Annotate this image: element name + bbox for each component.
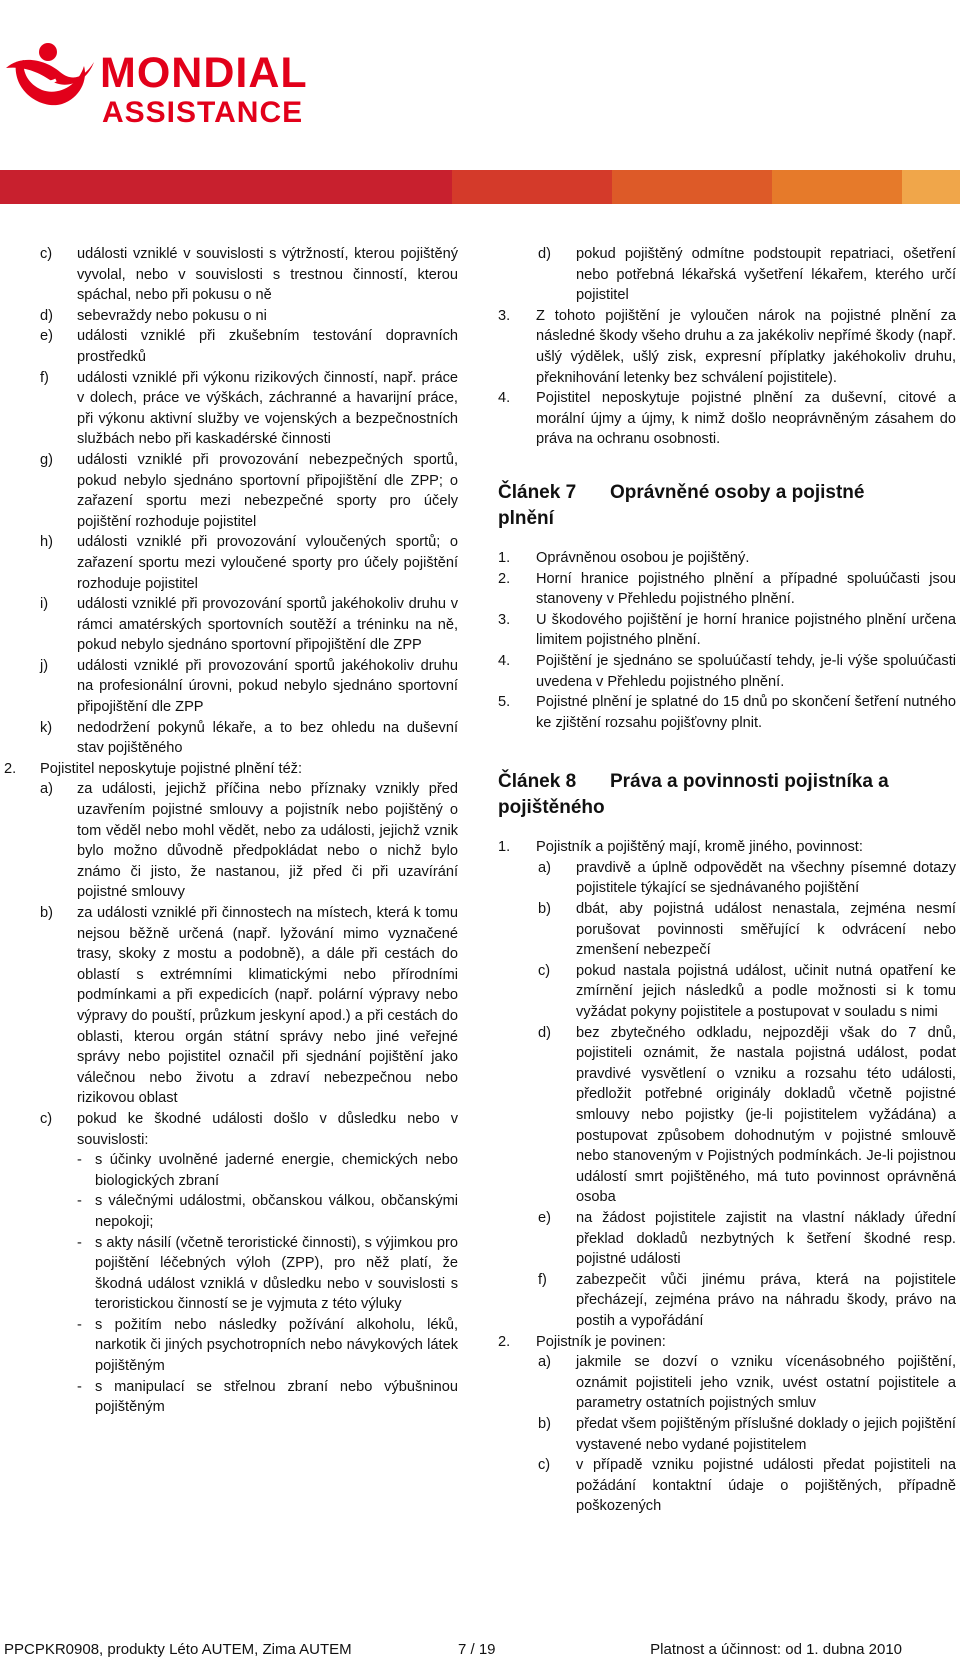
exclusion-item-label: a) — [40, 781, 53, 798]
article-7-number: Článek 7 — [498, 481, 577, 503]
article-8-subitem-text: pokud nastala pojistná událost, učinit nutná opatření ke zmírnění jejich následků a podle možnosti si k tomu vyžádat pokyny pojistitele a postupovat v souladu s nimi — [576, 962, 956, 1021]
exclusion-item-text: nedodržení pokynů lékaře, a to bez ohledu na duševní stav pojištěného — [77, 719, 458, 757]
exclusion-item-text: události vzniklé při výkonu rizikových činností, např. práce v dolech, práce ve výškách, záchranné a havarijní práce, při výkonu aktivní služby ve vojenských a bezpečnostních službách nebo při kaskadérské činnosti — [77, 369, 458, 448]
exclusions-list-2 — [40, 779, 458, 1150]
exclusion-item-label: b) — [40, 905, 53, 921]
article-8-subitem — [538, 1023, 956, 1208]
stripe-segment — [452, 170, 612, 204]
article-8-subitem-label: d) — [538, 1024, 551, 1041]
article-7-item-text: Pojistné plnění je splatné do 15 dnů po skončení šetření nutného ke zjištění rozsahu pojišťovny plnit. — [536, 694, 956, 731]
exclusion-item — [40, 532, 458, 594]
article-8-subitem — [538, 899, 956, 961]
exclusion-item — [40, 779, 458, 903]
article-8-heading — [498, 769, 956, 821]
right-top-item-label: 3. — [498, 307, 511, 324]
article-8-subitem-text: pravdivě a úplně odpovědět na všechny písemné dotazy pojistitele týkající se sjednávaného pojištění — [576, 859, 956, 897]
exclusion-item-label: k) — [40, 719, 53, 736]
exclusion-item-text: sebevraždy nebo pokusu o ni — [77, 307, 267, 324]
footer-page-number: 7 / 19 — [458, 1641, 496, 1658]
article-7-title-line1: Oprávněné osoby a pojistné — [610, 481, 865, 503]
article-7-item-label: 3. — [498, 611, 511, 628]
article-7-item — [498, 651, 956, 692]
article-8-point-1-list — [538, 858, 956, 1332]
exclusion-item-label: c) — [40, 246, 53, 262]
article-8-subitem-label: b) — [538, 1415, 551, 1432]
dash-bullet: - — [77, 1152, 82, 1169]
exclusion-item-label: i) — [40, 596, 49, 613]
exclusion-item — [40, 244, 458, 306]
dash-item — [77, 1377, 458, 1418]
article-7-item-text: Pojištění je sjednáno se spoluúčastí tehdy, je-li výše spoluúčasti uvedena v Přehledu pojistného plnění. — [536, 652, 956, 690]
article-8-subitem-label: a) — [538, 859, 551, 876]
logo-word-mondial: MONDIAL — [100, 49, 308, 97]
exclusion-item — [40, 1109, 458, 1150]
article-7-item — [498, 569, 956, 610]
article-8-subitem-text: dbát, aby pojistná událost nenastala, zejména nesmí porušovat povinnosti směřující k odvrácení nebo zmenšení nebezpečí — [576, 901, 956, 959]
exclusion-item-text: události vzniklé při zkušebním testování dopravních prostředků — [77, 328, 458, 365]
exclusion-item-text: za události vzniklé při činnostech na místech, která k tomu nejsou běžně určená (např. lyžování mimo vyznačené trasy, skoky z mostu a podobně), a dále při cestách do oblastí s extrémními klimatickými nebo přírodními podmínkami a při expedicích (např. polární výpravy nebo výpravy do pouští, průzkum jeskyní apod.) a při cestách do oblasti, kterou orgán státní správy nebo jiné veřejné správy nebo pojistitel označil při sjednání pojištění jako válečnou nebo životu a zdraví nebezpečnou nebo rizikovou oblast — [77, 905, 458, 1107]
exclusion-item-text: události vzniklé v souvislosti s výtržností, kterou pojištěný vyvolal, nebo v souvislosti s trestnou činností, kterou spáchal, nebo při pokusu o ně — [77, 246, 458, 304]
article-8-point-2-label: 2. — [498, 1333, 511, 1350]
article-8-subitem — [538, 1455, 956, 1517]
exclusion-item — [40, 718, 458, 759]
article-7-item — [498, 610, 956, 651]
article-7-item — [498, 692, 956, 733]
article-8-subitem — [538, 858, 956, 899]
article-8-subitem-text: bez zbytečného odkladu, nejpozději však do 7 dnů, pojistiteli oznámit, že nastala pojistná událost, podat pravdivé vysvětlení o vzniku a rozsahu této události, předložit potřebné originály dokladů včetně pojistné smlouvy nebo pojistky (je-li pojistitelem vyžádána) a postupovat způsobem dohodnutým v pojistné smlouvě nebo stanoveným v Pojistných podmínkách. Je-li pojistnou událostí smrt pojištěného, má tuto povinnost oprávněná osoba — [576, 1024, 956, 1206]
dash-bullet: - — [77, 1316, 82, 1333]
article-7-title-line2: plnění — [498, 507, 554, 529]
exclusion-item-label: h) — [40, 534, 53, 551]
dash-bullet: - — [77, 1193, 82, 1210]
exclusion-item-label: d) — [40, 307, 53, 324]
dash-text: s manipulací se střelnou zbraní nebo výbušninou pojištěným — [95, 1378, 458, 1416]
article-7-item-text: Horní hranice pojistného plnění a případné spoluúčasti jsou stanoveny v Přehledu pojistného plnění. — [536, 570, 956, 608]
article-7-item-label: 4. — [498, 652, 511, 669]
article-8-title-line2: pojištěného — [498, 797, 605, 819]
point-2-text: Pojistitel neposkytuje pojistné plnění též: — [40, 760, 303, 777]
right-top-item-text: Z tohoto pojištění je vyloučen nárok na pojistné plnění za následné škody všeho druhu a za jakékoliv nepřímé škody (např. ušlý výdělek, ušlý zisk, expresní příplatky jakéhokoliv druhu, překnihování letenky bez schválení pojistitele). — [536, 307, 956, 386]
point-2 — [4, 759, 458, 780]
exclusion-item — [40, 368, 458, 450]
company-logo — [0, 30, 360, 130]
exclusion-item-label: f) — [40, 369, 49, 386]
article-7-heading — [498, 480, 956, 532]
footer-validity: Platnost a účinnost: od 1. dubna 2010 — [650, 1641, 902, 1658]
article-8-point-1-label: 1. — [498, 839, 511, 856]
article-8-subitem-text: v případě vzniku pojistné události předat pojistiteli na požádání kontaktní údaje o pojištěných, případně poškozených — [576, 1457, 956, 1515]
exclusion-item-text: události vzniklé při provozování vyloučených sportů; o zařazení sportu mezi vyloučené sporty pro účely pojištění rozhoduje pojistitel — [77, 534, 458, 592]
right-column — [498, 244, 956, 1517]
left-column — [4, 244, 458, 1418]
exclusion-item-label: j) — [40, 657, 49, 674]
article-8-subitem — [538, 961, 956, 1023]
article-7-item-label: 1. — [498, 549, 511, 566]
dash-text: s válečnými událostmi, občanskou válkou, občanskými nepokoji; — [95, 1193, 458, 1230]
article-8-subitem-label: b) — [538, 901, 551, 918]
article-8-subitem — [538, 1208, 956, 1270]
right-top-item-label: 4. — [498, 390, 511, 407]
exclusions-list-1 — [40, 244, 458, 759]
right-top-item-text: Pojistitel neposkytuje pojistné plnění za duševní, citové a morální újmy a újmy, k nimž došlo neoprávněným zásahem do práva na ochranu osobnosti. — [536, 390, 956, 448]
right-top-item — [538, 244, 956, 306]
article-8-point-1 — [498, 837, 956, 858]
dash-text: s akty násilí (včetně teroristické činnosti), s výjimkou pro pojištění léčebných výloh (ZPP), pro něž platí, že škodná událost vzniklá v důsledku nebo v souvislosti s teroristickou činností se je vyjmuta z této výluky — [95, 1234, 458, 1313]
article-8-point-2 — [498, 1332, 956, 1353]
dash-bullet: - — [77, 1234, 82, 1251]
article-8-point-2-list — [538, 1352, 956, 1517]
right-top-item — [498, 388, 956, 450]
dash-list — [77, 1150, 458, 1418]
dash-bullet: - — [77, 1378, 82, 1395]
logo-word-assistance: ASSISTANCE — [102, 96, 304, 129]
article-7-item-text: Oprávněnou osobou je pojištěný. — [536, 549, 750, 566]
article-8-point-2-text: Pojistník je povinen: — [536, 1333, 666, 1350]
article-8-subitem — [538, 1352, 956, 1414]
article-8-subitem-label: c) — [538, 1457, 551, 1474]
exclusion-item — [40, 903, 458, 1109]
stripe-segment — [612, 170, 772, 204]
stripe-segment — [0, 170, 452, 204]
exclusion-item — [40, 594, 458, 656]
dash-item — [77, 1233, 458, 1315]
dash-item — [77, 1150, 458, 1191]
header-color-stripe — [0, 170, 960, 204]
exclusion-item — [40, 326, 458, 367]
exclusion-item — [40, 306, 458, 327]
article-7-item-label: 2. — [498, 570, 511, 587]
article-8-subitem-label: c) — [538, 962, 551, 979]
article-8-title-line1: Práva a povinnosti pojistníka a — [610, 771, 889, 793]
dash-item — [77, 1315, 458, 1377]
article-7-list — [498, 548, 956, 733]
footer-document-code: PPCPKR0908, produkty Léto AUTEM, Zima AUTEM — [4, 1641, 352, 1658]
article-8-subitem-text: zabezpečit vůči jinému práva, která na pojistitele přecházejí, zejména právo na náhradu škody, právo na postih a vypořádání — [576, 1271, 956, 1329]
exclusion-item-text: události vzniklé při provozování sportů jakéhokoliv druhu na profesionální úrovni, pokud nebylo sjednáno sportovní připojištění dle ZPP — [77, 657, 458, 716]
exclusion-item — [40, 450, 458, 532]
article-7-item-label: 5. — [498, 694, 511, 711]
article-7-item — [498, 548, 956, 569]
exclusion-item — [40, 656, 458, 718]
article-8-point-1-text: Pojistník a pojištěný mají, kromě jiného, povinnost: — [536, 839, 863, 856]
right-top-item-text: pokud pojištěný odmítne podstoupit repatriaci, ošetření nebo potřebná lékařská vyšetření lékařem, kterého určí pojistitel — [576, 246, 956, 304]
dash-text: s požitím nebo následky požívání alkoholu, léků, narkotik či jiných psychotropních nebo návykových látek pojištěným — [95, 1316, 458, 1375]
article-8-subitem — [538, 1414, 956, 1455]
exclusion-item-text: události vzniklé při provozování nebezpečných sportů, pokud nebylo sjednáno sportovní připojištění dle ZPP; o zařazení sportu mezi nebezpečné sporty pro účely pojištění rozhoduje pojistitel — [77, 451, 458, 530]
exclusion-item-text: pokud ke škodné události došlo v důsledku nebo v souvislosti: — [77, 1110, 458, 1148]
article-8-subitem-text: jakmile se dozví o vzniku vícenásobného pojištění, oznámit pojistiteli jeho vznik, uvést ostatní pojistitele a parametry ostatních pojistných smluv — [576, 1354, 956, 1412]
article-8-subitem — [538, 1270, 956, 1332]
stripe-segment — [772, 170, 902, 204]
article-8-subitem-label: f) — [538, 1271, 547, 1288]
dash-text: s účinky uvolněné jaderné energie, chemických nebo biologických zbraní — [95, 1152, 458, 1189]
exclusion-item-text: události vzniklé při provozování sportů jakéhokoliv druhu v rámci amatérských sportovních soutěží a tréninku na ně, pokud nebylo sjednáno sportovní připojištění dle ZPP — [77, 596, 458, 654]
exclusion-item-label: c) — [40, 1110, 53, 1127]
article-8-number: Článek 8 — [498, 771, 577, 793]
stripe-segment — [902, 170, 960, 204]
right-top-list — [498, 244, 956, 450]
right-top-item-label: d) — [538, 246, 551, 262]
dash-item — [77, 1191, 458, 1232]
right-top-item — [498, 306, 956, 388]
article-8-subitem-label: e) — [538, 1209, 551, 1226]
article-8-subitem-label: a) — [538, 1354, 551, 1371]
article-8-subitem-text: předat všem pojištěným příslušné doklady o jejich pojištění vystavené nebo vydané pojistitelem — [576, 1415, 956, 1453]
exclusion-item-label: g) — [40, 451, 53, 468]
point-2-label: 2. — [4, 760, 17, 777]
exclusion-item-label: e) — [40, 328, 53, 345]
article-7-item-text: U škodového pojištění je horní hranice pojistného plnění určena limitem pojistného plnění. — [536, 611, 956, 649]
logo-mark-icon — [2, 32, 102, 118]
exclusion-item-text: za události, jejichž příčina nebo příznaky vznikly před uzavřením pojistné smlouvy a pojistník nebo pojištěný o tom věděl nebo mohl vědět, nebo za události, jejichž vznik bylo možno důvodně předpokládat nebo o nichž bylo známo či jisto, že nastanou, již před či při uzavírání pojistné smlouvy — [77, 781, 458, 901]
article-8-subitem-text: na žádost pojistitele zajistit na vlastní náklady úřední překlad dokladů nezbytných k šetření škodné resp. pojistné události — [576, 1209, 956, 1268]
